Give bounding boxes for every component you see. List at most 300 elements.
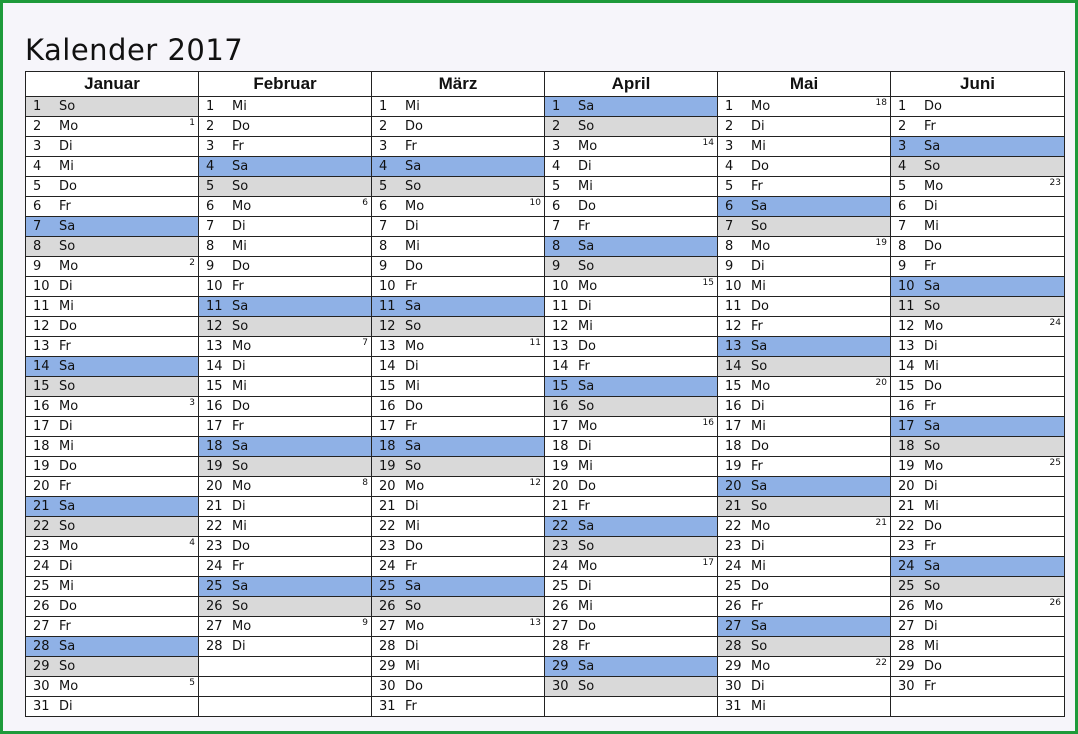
day-number: 27 bbox=[898, 619, 915, 634]
day-cell bbox=[26, 637, 199, 657]
day-cell bbox=[26, 677, 199, 697]
day-cell bbox=[199, 217, 372, 237]
weekday-label: So bbox=[924, 159, 941, 174]
weekday-label: Fr bbox=[59, 339, 71, 354]
day-number: 14 bbox=[33, 359, 50, 374]
day-cell bbox=[199, 477, 372, 497]
day-cell bbox=[199, 557, 372, 577]
weekday-label: Mi bbox=[578, 319, 593, 334]
day-cell bbox=[891, 197, 1065, 217]
day-number: 28 bbox=[552, 639, 569, 654]
weekday-label: Fr bbox=[578, 359, 590, 374]
day-number: 1 bbox=[33, 99, 42, 114]
day-cell bbox=[718, 117, 891, 137]
weekday-label: Fr bbox=[751, 179, 763, 194]
week-number: 26 bbox=[1049, 598, 1061, 608]
day-number: 1 bbox=[379, 99, 388, 114]
weekday-label: Mi bbox=[751, 699, 766, 714]
day-cell bbox=[545, 197, 718, 217]
day-cell bbox=[891, 637, 1065, 657]
day-cell bbox=[372, 397, 545, 417]
day-cell bbox=[718, 377, 891, 397]
day-cell bbox=[372, 177, 545, 197]
month-header-januar: Januar bbox=[26, 72, 199, 97]
table-row bbox=[26, 697, 1065, 717]
day-cell bbox=[372, 277, 545, 297]
day-cell bbox=[718, 337, 891, 357]
weekday-label: Di bbox=[924, 619, 938, 634]
calendar-title: Kalender 2017 bbox=[25, 33, 244, 67]
day-number: 25 bbox=[206, 579, 223, 594]
weekday-label: Do bbox=[924, 659, 942, 674]
day-number: 17 bbox=[206, 419, 223, 434]
weekday-label: Di bbox=[924, 199, 938, 214]
weekday-label: Fr bbox=[232, 559, 244, 574]
day-number: 13 bbox=[33, 339, 50, 354]
table-row bbox=[26, 237, 1065, 257]
day-cell bbox=[891, 177, 1065, 197]
weekday-label: Do bbox=[405, 399, 423, 414]
day-number: 20 bbox=[206, 479, 223, 494]
day-cell bbox=[545, 177, 718, 197]
table-row bbox=[26, 297, 1065, 317]
day-number: 29 bbox=[552, 659, 569, 674]
day-number: 15 bbox=[33, 379, 50, 394]
day-number: 2 bbox=[725, 119, 734, 134]
day-number: 14 bbox=[379, 359, 396, 374]
day-number: 5 bbox=[379, 179, 388, 194]
day-number: 29 bbox=[379, 659, 396, 674]
day-number: 30 bbox=[725, 679, 742, 694]
day-cell bbox=[545, 357, 718, 377]
day-number: 12 bbox=[552, 319, 569, 334]
weekday-label: So bbox=[924, 579, 941, 594]
day-cell bbox=[26, 397, 199, 417]
day-number: 6 bbox=[206, 199, 215, 214]
weekday-label: Do bbox=[924, 99, 942, 114]
week-number: 6 bbox=[362, 198, 368, 208]
day-number: 8 bbox=[725, 239, 734, 254]
table-row bbox=[26, 597, 1065, 617]
day-cell bbox=[372, 557, 545, 577]
day-cell bbox=[891, 577, 1065, 597]
day-cell bbox=[718, 657, 891, 677]
day-cell bbox=[199, 637, 372, 657]
day-cell bbox=[372, 637, 545, 657]
table-row bbox=[26, 677, 1065, 697]
day-cell bbox=[199, 597, 372, 617]
day-cell bbox=[372, 297, 545, 317]
weekday-label: So bbox=[405, 319, 422, 334]
table-row bbox=[26, 657, 1065, 677]
weekday-label: Fr bbox=[751, 319, 763, 334]
day-cell bbox=[545, 337, 718, 357]
day-cell bbox=[718, 597, 891, 617]
weekday-label: Sa bbox=[59, 639, 76, 654]
table-row bbox=[26, 397, 1065, 417]
day-cell bbox=[891, 357, 1065, 377]
day-cell bbox=[891, 237, 1065, 257]
weekday-label: Sa bbox=[232, 439, 249, 454]
day-number: 9 bbox=[552, 259, 561, 274]
weekday-label: Di bbox=[751, 539, 765, 554]
weekday-label: So bbox=[232, 179, 249, 194]
weekday-label: So bbox=[232, 599, 249, 614]
day-cell bbox=[26, 697, 199, 717]
day-cell bbox=[26, 317, 199, 337]
week-number: 18 bbox=[875, 98, 887, 108]
day-number: 12 bbox=[379, 319, 396, 334]
day-cell bbox=[372, 577, 545, 597]
day-number: 11 bbox=[898, 299, 915, 314]
weekday-label: Fr bbox=[578, 639, 590, 654]
weekday-label: Do bbox=[578, 619, 596, 634]
week-number: 12 bbox=[529, 478, 541, 488]
day-number: 25 bbox=[552, 579, 569, 594]
weekday-label: Mo bbox=[751, 99, 771, 114]
day-cell bbox=[372, 317, 545, 337]
day-cell bbox=[372, 517, 545, 537]
weekday-label: Mi bbox=[578, 599, 593, 614]
weekday-label: Mi bbox=[405, 519, 420, 534]
day-number: 5 bbox=[552, 179, 561, 194]
weekday-label: Mi bbox=[751, 419, 766, 434]
weekday-label: Mi bbox=[59, 159, 74, 174]
day-cell bbox=[545, 537, 718, 557]
day-number: 19 bbox=[898, 459, 915, 474]
table-row bbox=[26, 477, 1065, 497]
day-cell bbox=[199, 397, 372, 417]
weekday-label: Fr bbox=[59, 199, 71, 214]
weekday-label: Mo bbox=[232, 479, 252, 494]
weekday-label: Mi bbox=[751, 139, 766, 154]
day-cell bbox=[372, 117, 545, 137]
empty-cell bbox=[545, 697, 718, 717]
weekday-label: So bbox=[751, 499, 768, 514]
day-cell bbox=[26, 437, 199, 457]
day-cell bbox=[26, 217, 199, 237]
day-cell bbox=[718, 677, 891, 697]
day-number: 7 bbox=[725, 219, 734, 234]
day-number: 27 bbox=[379, 619, 396, 634]
day-number: 30 bbox=[552, 679, 569, 694]
day-number: 16 bbox=[33, 399, 50, 414]
weekday-label: Sa bbox=[59, 359, 76, 374]
empty-cell bbox=[891, 697, 1065, 717]
day-number: 1 bbox=[552, 99, 561, 114]
week-number: 14 bbox=[702, 138, 714, 148]
day-number: 30 bbox=[379, 679, 396, 694]
calendar-body bbox=[26, 97, 1065, 717]
weekday-label: Di bbox=[578, 439, 592, 454]
weekday-label: Mi bbox=[751, 279, 766, 294]
weekday-label: Mo bbox=[751, 519, 771, 534]
day-number: 26 bbox=[898, 599, 915, 614]
weekday-label: Di bbox=[924, 339, 938, 354]
weekday-label: Mo bbox=[59, 259, 79, 274]
day-number: 11 bbox=[725, 299, 742, 314]
weekday-label: Sa bbox=[59, 499, 76, 514]
weekday-label: Sa bbox=[924, 419, 941, 434]
week-number: 25 bbox=[1049, 458, 1061, 468]
day-cell bbox=[891, 457, 1065, 477]
day-number: 4 bbox=[552, 159, 561, 174]
day-number: 28 bbox=[898, 639, 915, 654]
day-number: 7 bbox=[206, 219, 215, 234]
weekday-label: Mo bbox=[405, 619, 425, 634]
day-number: 20 bbox=[898, 479, 915, 494]
day-cell bbox=[545, 577, 718, 597]
day-cell bbox=[372, 457, 545, 477]
day-cell bbox=[199, 237, 372, 257]
weekday-label: Fr bbox=[924, 399, 936, 414]
weekday-label: Mo bbox=[405, 479, 425, 494]
day-number: 29 bbox=[33, 659, 50, 674]
day-number: 26 bbox=[206, 599, 223, 614]
week-number: 16 bbox=[702, 418, 714, 428]
weekday-label: Sa bbox=[405, 299, 422, 314]
day-number: 27 bbox=[206, 619, 223, 634]
weekday-label: Fr bbox=[924, 119, 936, 134]
weekday-label: Mi bbox=[232, 99, 247, 114]
weekday-label: Di bbox=[578, 579, 592, 594]
table-row bbox=[26, 497, 1065, 517]
week-number: 15 bbox=[702, 278, 714, 288]
weekday-label: So bbox=[405, 599, 422, 614]
weekday-label: So bbox=[405, 179, 422, 194]
weekday-label: Di bbox=[232, 639, 246, 654]
day-cell bbox=[718, 497, 891, 517]
day-number: 25 bbox=[725, 579, 742, 594]
week-number: 23 bbox=[1049, 178, 1061, 188]
day-cell bbox=[718, 177, 891, 197]
day-number: 13 bbox=[206, 339, 223, 354]
week-number: 9 bbox=[362, 618, 368, 628]
day-number: 17 bbox=[379, 419, 396, 434]
day-number: 3 bbox=[898, 139, 907, 154]
day-cell bbox=[26, 517, 199, 537]
day-cell bbox=[26, 577, 199, 597]
weekday-label: Mi bbox=[232, 379, 247, 394]
day-cell bbox=[372, 497, 545, 517]
day-number: 23 bbox=[898, 539, 915, 554]
day-number: 22 bbox=[33, 519, 50, 534]
weekday-label: Di bbox=[751, 399, 765, 414]
day-number: 25 bbox=[898, 579, 915, 594]
day-cell bbox=[718, 577, 891, 597]
day-number: 31 bbox=[725, 699, 742, 714]
day-cell bbox=[545, 277, 718, 297]
day-number: 20 bbox=[379, 479, 396, 494]
day-number: 22 bbox=[552, 519, 569, 534]
day-number: 23 bbox=[379, 539, 396, 554]
day-cell bbox=[545, 477, 718, 497]
day-cell bbox=[545, 517, 718, 537]
day-number: 15 bbox=[725, 379, 742, 394]
weekday-label: Do bbox=[751, 579, 769, 594]
weekday-label: Mo bbox=[578, 139, 598, 154]
week-number: 1 bbox=[189, 118, 195, 128]
weekday-label: Fr bbox=[59, 619, 71, 634]
day-cell bbox=[26, 497, 199, 517]
day-cell bbox=[891, 477, 1065, 497]
weekday-label: Fr bbox=[924, 679, 936, 694]
weekday-label: So bbox=[405, 459, 422, 474]
weekday-label: Sa bbox=[59, 219, 76, 234]
day-number: 15 bbox=[206, 379, 223, 394]
weekday-label: Sa bbox=[578, 239, 595, 254]
day-number: 18 bbox=[379, 439, 396, 454]
day-cell bbox=[545, 297, 718, 317]
day-cell bbox=[199, 537, 372, 557]
day-cell bbox=[545, 237, 718, 257]
weekday-label: Mi bbox=[59, 579, 74, 594]
weekday-label: Fr bbox=[405, 559, 417, 574]
day-cell bbox=[372, 477, 545, 497]
day-cell bbox=[26, 177, 199, 197]
day-number: 4 bbox=[206, 159, 215, 174]
weekday-label: Sa bbox=[578, 519, 595, 534]
weekday-label: Do bbox=[751, 159, 769, 174]
day-cell bbox=[891, 437, 1065, 457]
weekday-label: So bbox=[59, 519, 76, 534]
table-row bbox=[26, 117, 1065, 137]
day-cell bbox=[891, 97, 1065, 117]
table-row bbox=[26, 377, 1065, 397]
day-cell bbox=[199, 317, 372, 337]
empty-cell bbox=[199, 697, 372, 717]
day-cell bbox=[891, 537, 1065, 557]
weekday-label: Sa bbox=[578, 659, 595, 674]
weekday-label: Do bbox=[59, 319, 77, 334]
weekday-label: Fr bbox=[232, 419, 244, 434]
day-number: 8 bbox=[33, 239, 42, 254]
day-cell bbox=[718, 697, 891, 717]
day-number: 5 bbox=[206, 179, 215, 194]
day-number: 26 bbox=[725, 599, 742, 614]
week-number: 24 bbox=[1049, 318, 1061, 328]
day-cell bbox=[199, 177, 372, 197]
day-cell bbox=[199, 277, 372, 297]
weekday-label: Do bbox=[924, 239, 942, 254]
weekday-label: Mo bbox=[405, 339, 425, 354]
weekday-label: Mi bbox=[59, 299, 74, 314]
week-number: 20 bbox=[875, 378, 887, 388]
day-cell bbox=[891, 317, 1065, 337]
day-cell bbox=[545, 557, 718, 577]
day-cell bbox=[718, 257, 891, 277]
day-cell bbox=[891, 217, 1065, 237]
weekday-label: Fr bbox=[405, 699, 417, 714]
day-cell bbox=[718, 297, 891, 317]
day-number: 18 bbox=[898, 439, 915, 454]
weekday-label: Mi bbox=[405, 239, 420, 254]
table-row bbox=[26, 97, 1065, 117]
day-cell bbox=[891, 137, 1065, 157]
weekday-label: Do bbox=[578, 479, 596, 494]
day-number: 12 bbox=[206, 319, 223, 334]
weekday-label: So bbox=[232, 459, 249, 474]
day-cell bbox=[891, 297, 1065, 317]
weekday-label: Di bbox=[751, 259, 765, 274]
day-cell bbox=[545, 617, 718, 637]
day-number: 8 bbox=[898, 239, 907, 254]
day-cell bbox=[718, 397, 891, 417]
day-number: 15 bbox=[898, 379, 915, 394]
day-cell bbox=[891, 617, 1065, 637]
day-cell bbox=[891, 517, 1065, 537]
table-row bbox=[26, 557, 1065, 577]
day-number: 12 bbox=[725, 319, 742, 334]
day-number: 10 bbox=[552, 279, 569, 294]
day-cell bbox=[718, 437, 891, 457]
day-cell bbox=[545, 457, 718, 477]
day-cell bbox=[26, 337, 199, 357]
weekday-label: So bbox=[751, 359, 768, 374]
day-cell bbox=[199, 257, 372, 277]
weekday-label: Mo bbox=[59, 399, 79, 414]
table-row bbox=[26, 217, 1065, 237]
weekday-label: Do bbox=[924, 519, 942, 534]
day-cell bbox=[545, 217, 718, 237]
day-number: 17 bbox=[33, 419, 50, 434]
day-number: 24 bbox=[725, 559, 742, 574]
weekday-label: Di bbox=[751, 119, 765, 134]
weekday-label: So bbox=[751, 219, 768, 234]
weekday-label: Do bbox=[751, 299, 769, 314]
day-number: 24 bbox=[552, 559, 569, 574]
day-cell bbox=[718, 557, 891, 577]
day-cell bbox=[372, 677, 545, 697]
day-number: 24 bbox=[206, 559, 223, 574]
empty-cell bbox=[199, 657, 372, 677]
weekday-label: Sa bbox=[578, 99, 595, 114]
week-number: 4 bbox=[189, 538, 195, 548]
day-number: 6 bbox=[552, 199, 561, 214]
weekday-label: Do bbox=[924, 379, 942, 394]
weekday-label: Do bbox=[232, 259, 250, 274]
day-number: 23 bbox=[206, 539, 223, 554]
weekday-label: So bbox=[751, 639, 768, 654]
day-cell bbox=[26, 597, 199, 617]
weekday-label: Di bbox=[232, 499, 246, 514]
day-cell bbox=[26, 617, 199, 637]
day-number: 11 bbox=[206, 299, 223, 314]
day-cell bbox=[372, 337, 545, 357]
day-number: 3 bbox=[725, 139, 734, 154]
day-cell bbox=[372, 197, 545, 217]
day-number: 9 bbox=[33, 259, 42, 274]
day-cell bbox=[26, 197, 199, 217]
day-cell bbox=[891, 377, 1065, 397]
day-cell bbox=[545, 137, 718, 157]
day-cell bbox=[718, 137, 891, 157]
day-number: 6 bbox=[898, 199, 907, 214]
day-number: 5 bbox=[725, 179, 734, 194]
weekday-label: Mi bbox=[232, 519, 247, 534]
table-row bbox=[26, 437, 1065, 457]
weekday-label: So bbox=[578, 539, 595, 554]
table-row bbox=[26, 197, 1065, 217]
weekday-label: Fr bbox=[405, 279, 417, 294]
weekday-label: Sa bbox=[924, 279, 941, 294]
weekday-label: Di bbox=[59, 559, 73, 574]
day-number: 11 bbox=[33, 299, 50, 314]
day-number: 22 bbox=[379, 519, 396, 534]
week-number: 19 bbox=[875, 238, 887, 248]
day-cell bbox=[545, 317, 718, 337]
day-cell bbox=[199, 297, 372, 317]
